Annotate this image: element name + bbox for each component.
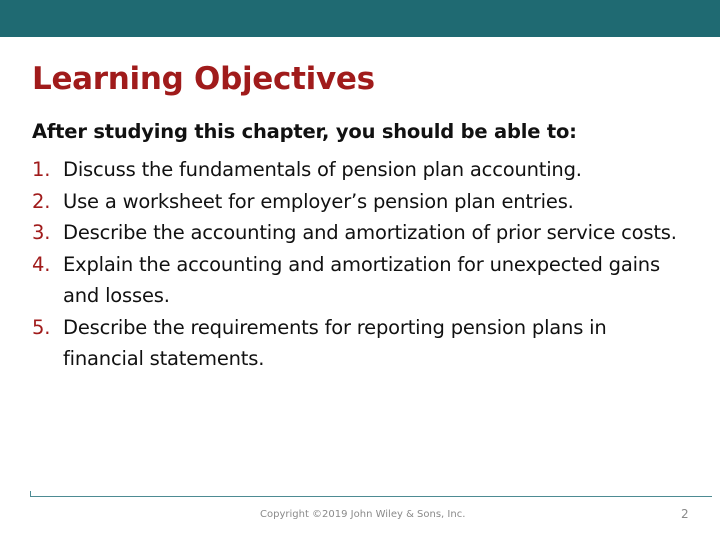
intro-text: After studying this chapter, you should be able to: xyxy=(32,120,577,143)
objective-text: Describe the requirements for reporting pension plans in financial statements. xyxy=(63,315,607,370)
objective-number: 3. xyxy=(32,221,51,244)
objective-number: 1. xyxy=(32,158,51,181)
header-bar xyxy=(0,0,720,37)
objective-item xyxy=(32,154,692,186)
objective-item xyxy=(32,217,692,249)
objective-number: 4. xyxy=(32,252,51,276)
objective-item xyxy=(32,249,692,312)
footer-divider xyxy=(30,496,712,497)
page-number: 2 xyxy=(681,507,689,521)
objective-number: 2. xyxy=(32,189,51,213)
objective-text: Discuss the fundamentals of pension plan accounting. xyxy=(63,158,582,181)
objective-text: Describe the accounting and amortization of prior service costs. xyxy=(63,221,677,244)
copyright-notice: Copyright ©2019 John Wiley & Sons, Inc. xyxy=(260,509,466,520)
objective-number: 5. xyxy=(32,315,51,339)
objective-text: Use a worksheet for employer’s pension plan entries. xyxy=(63,189,574,213)
objective-text: Explain the accounting and amortization for unexpected gains and losses. xyxy=(63,252,660,307)
objective-item xyxy=(32,312,692,375)
objectives-list xyxy=(32,154,692,375)
slide-title: Learning Objectives xyxy=(32,61,375,97)
objective-item xyxy=(32,186,692,218)
